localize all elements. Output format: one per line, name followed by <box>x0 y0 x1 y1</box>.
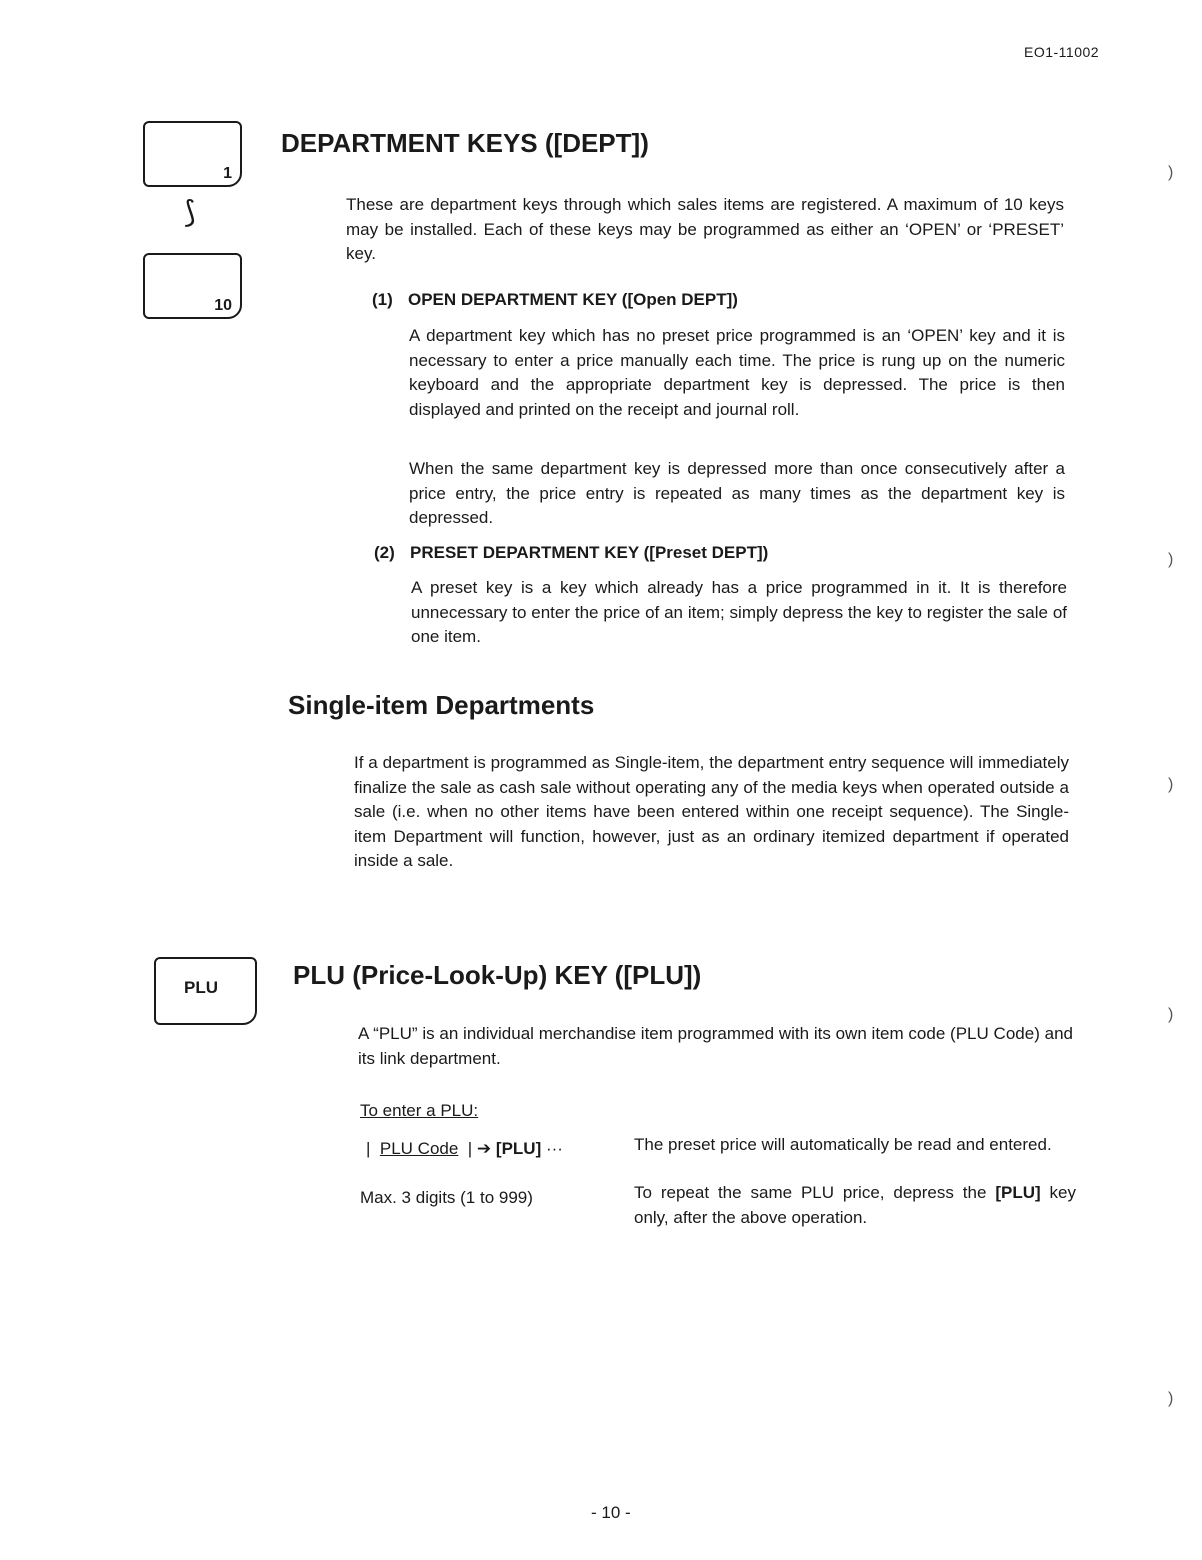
margin-mark: ) <box>1168 551 1174 568</box>
preset-dept-paragraph: A preset key is a key which already has a price programmed in it. It is therefore unnecessary to enter the price of an item; simply depress the key to register the sale of one item. <box>411 578 1067 646</box>
document-id: EO1-11002 <box>1024 44 1100 60</box>
arrow-right-icon: ➔ <box>476 1139 492 1158</box>
range-tilde-icon: ⟆ <box>184 196 196 229</box>
open-dept-title: OPEN DEPARTMENT KEY ([Open DEPT]) <box>408 290 738 309</box>
margin-mark: ) <box>1168 1390 1174 1407</box>
plu-code-field: PLU Code <box>379 1139 459 1158</box>
margin-mark: ) <box>1168 776 1174 793</box>
plu-intro-paragraph: A “PLU” is an individual merchandise item programmed with its own item code (PLU Code) and its link department. <box>358 1024 1073 1068</box>
sequence-bar-right: | <box>467 1139 473 1158</box>
dept-key-10-label: 10 <box>214 297 232 314</box>
preset-dept-title: PRESET DEPARTMENT KEY ([Preset DEPT]) <box>410 543 769 562</box>
preset-dept-heading <box>374 543 768 563</box>
plu-digit-limit: Max. 3 digits (1 to 999) <box>360 1188 533 1207</box>
margin-mark: ) <box>1168 164 1174 181</box>
single-item-paragraph: If a department is programmed as Single-item, the department entry sequence will immediately finalize the sale as cash sale without operating any of the media keys when operated outside a sale (i.e. when no other items have been entered within one receipt sequence). The Single-item Department will function, however, just as an ordinary itemized department if operated inside a sale. <box>354 753 1069 870</box>
preset-dept-number: (2) <box>374 543 395 562</box>
page-number: - 10 - <box>591 1503 631 1522</box>
plu-note-2 <box>634 1181 1076 1230</box>
sequence-dots: ··· <box>545 1139 563 1158</box>
dept-intro-paragraph: These are department keys through which sales items are registered. A maximum of 10 keys may be installed. Each of these keys may be programmed as either an ‘OPEN’ or ‘PRESET’ key. <box>346 195 1064 263</box>
open-dept-number: (1) <box>372 290 393 309</box>
plu-note-2-key: [PLU] <box>995 1183 1041 1202</box>
open-dept-paragraph-2: When the same department key is depressed more than once consecutively after a price entry, the price entry is repeated as many times as the department key is depressed. <box>409 459 1065 527</box>
margin-mark: ) <box>1168 1006 1174 1023</box>
plu-note-2-pre: To repeat the same PLU price, depress the <box>634 1183 996 1202</box>
dept-key-1-icon <box>143 121 242 187</box>
plu-note-1: The preset price will automatically be read and entered. <box>634 1135 1052 1154</box>
plu-key-sequence <box>366 1139 563 1159</box>
plu-section-title: PLU (Price-Look-Up) KEY ([PLU]) <box>293 960 702 990</box>
plu-note-2-post: key only, after the above operation. <box>634 1183 1076 1227</box>
dept-key-1-label: 1 <box>223 165 232 182</box>
plu-how-to-label: To enter a PLU: <box>360 1101 479 1120</box>
open-dept-paragraph-1: A department key which has no preset price programmed is an ‘OPEN’ key and it is necessary to enter a price manually each time. The price is rung up on the numeric keyboard and the appropriate department key is depressed. The price is then displayed and printed on the receipt and journal roll. <box>409 326 1065 419</box>
plu-key-name: [PLU] <box>495 1139 542 1158</box>
plu-key-label: PLU <box>184 978 218 997</box>
plu-key-icon <box>154 957 257 1025</box>
sequence-bar-left: | <box>366 1139 371 1158</box>
dept-key-10-icon <box>143 253 242 319</box>
single-item-section-title: Single-item Departments <box>288 690 595 720</box>
open-dept-heading <box>372 290 738 310</box>
dept-section-title: DEPARTMENT KEYS ([DEPT]) <box>281 128 649 158</box>
